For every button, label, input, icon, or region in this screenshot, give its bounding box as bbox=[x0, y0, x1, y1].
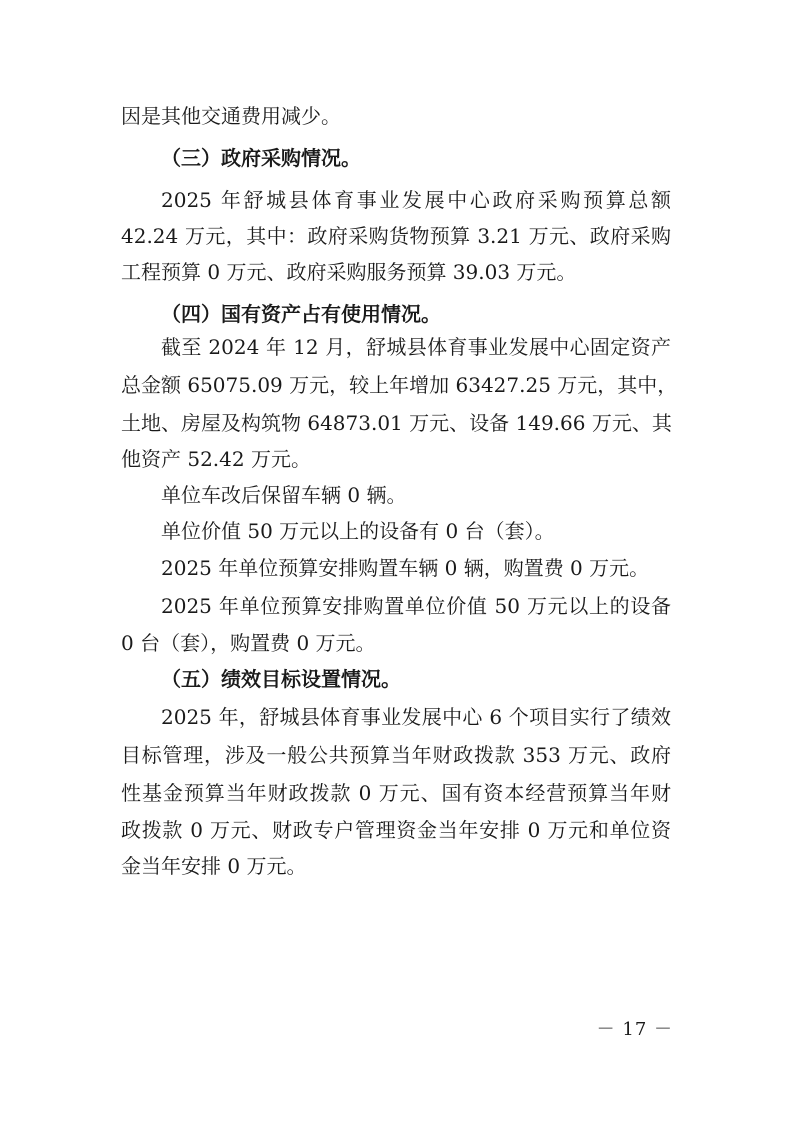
paragraph-line: 他资产 52.42 万元。 bbox=[121, 447, 311, 471]
paragraph-line: 单位价值 50 万元以上的设备有 0 台（套）。 bbox=[161, 519, 555, 543]
page-number: － 17 － bbox=[596, 1019, 673, 1040]
paragraph-line: 总金额 65075.09 万元，较上年增加 63427.25 万元，其中， bbox=[121, 373, 678, 397]
paragraph-line: 单位车改后保留车辆 0 辆。 bbox=[161, 483, 407, 507]
paragraph-line: 2025 年，舒城县体育事业发展中心 6 个项目实行了绩效 bbox=[161, 705, 671, 729]
paragraph-line: 性基金预算当年财政拨款 0 万元、国有资本经营预算当年财 bbox=[121, 781, 671, 805]
section-heading-performance-targets: （五）绩效目标设置情况。 bbox=[161, 667, 401, 691]
paragraph-line: 截至 2024 年 12 月，舒城县体育事业发展中心固定资产 bbox=[161, 335, 671, 359]
paragraph-line: 2025 年舒城县体育事业发展中心政府采购预算总额 bbox=[161, 188, 671, 212]
paragraph-line: 因是其他交通费用减少。 bbox=[121, 104, 341, 128]
section-heading-state-assets: （四）国有资产占有使用情况。 bbox=[161, 302, 441, 326]
paragraph-line: 金当年安排 0 万元。 bbox=[121, 854, 307, 878]
paragraph-line: 土地、房屋及构筑物 64873.01 万元、设备 149.66 万元、其 bbox=[121, 411, 672, 435]
paragraph-line: 目标管理，涉及一般公共预算当年财政拨款 353 万元、政府 bbox=[121, 743, 671, 767]
paragraph-line: 0 台（套），购置费 0 万元。 bbox=[121, 631, 376, 655]
paragraph-line: 2025 年单位预算安排购置车辆 0 辆，购置费 0 万元。 bbox=[161, 556, 650, 580]
section-heading-procurement: （三）政府采购情况。 bbox=[161, 146, 361, 170]
paragraph-line: 工程预算 0 万元、政府采购服务预算 39.03 万元。 bbox=[121, 260, 577, 284]
paragraph-line: 政拨款 0 万元、财政专户管理资金当年安排 0 万元和单位资 bbox=[121, 818, 671, 842]
paragraph-line: 42.24 万元，其中：政府采购货物预算 3.21 万元、政府采购 bbox=[121, 224, 671, 248]
paragraph-line: 2025 年单位预算安排购置单位价值 50 万元以上的设备 bbox=[161, 594, 671, 618]
